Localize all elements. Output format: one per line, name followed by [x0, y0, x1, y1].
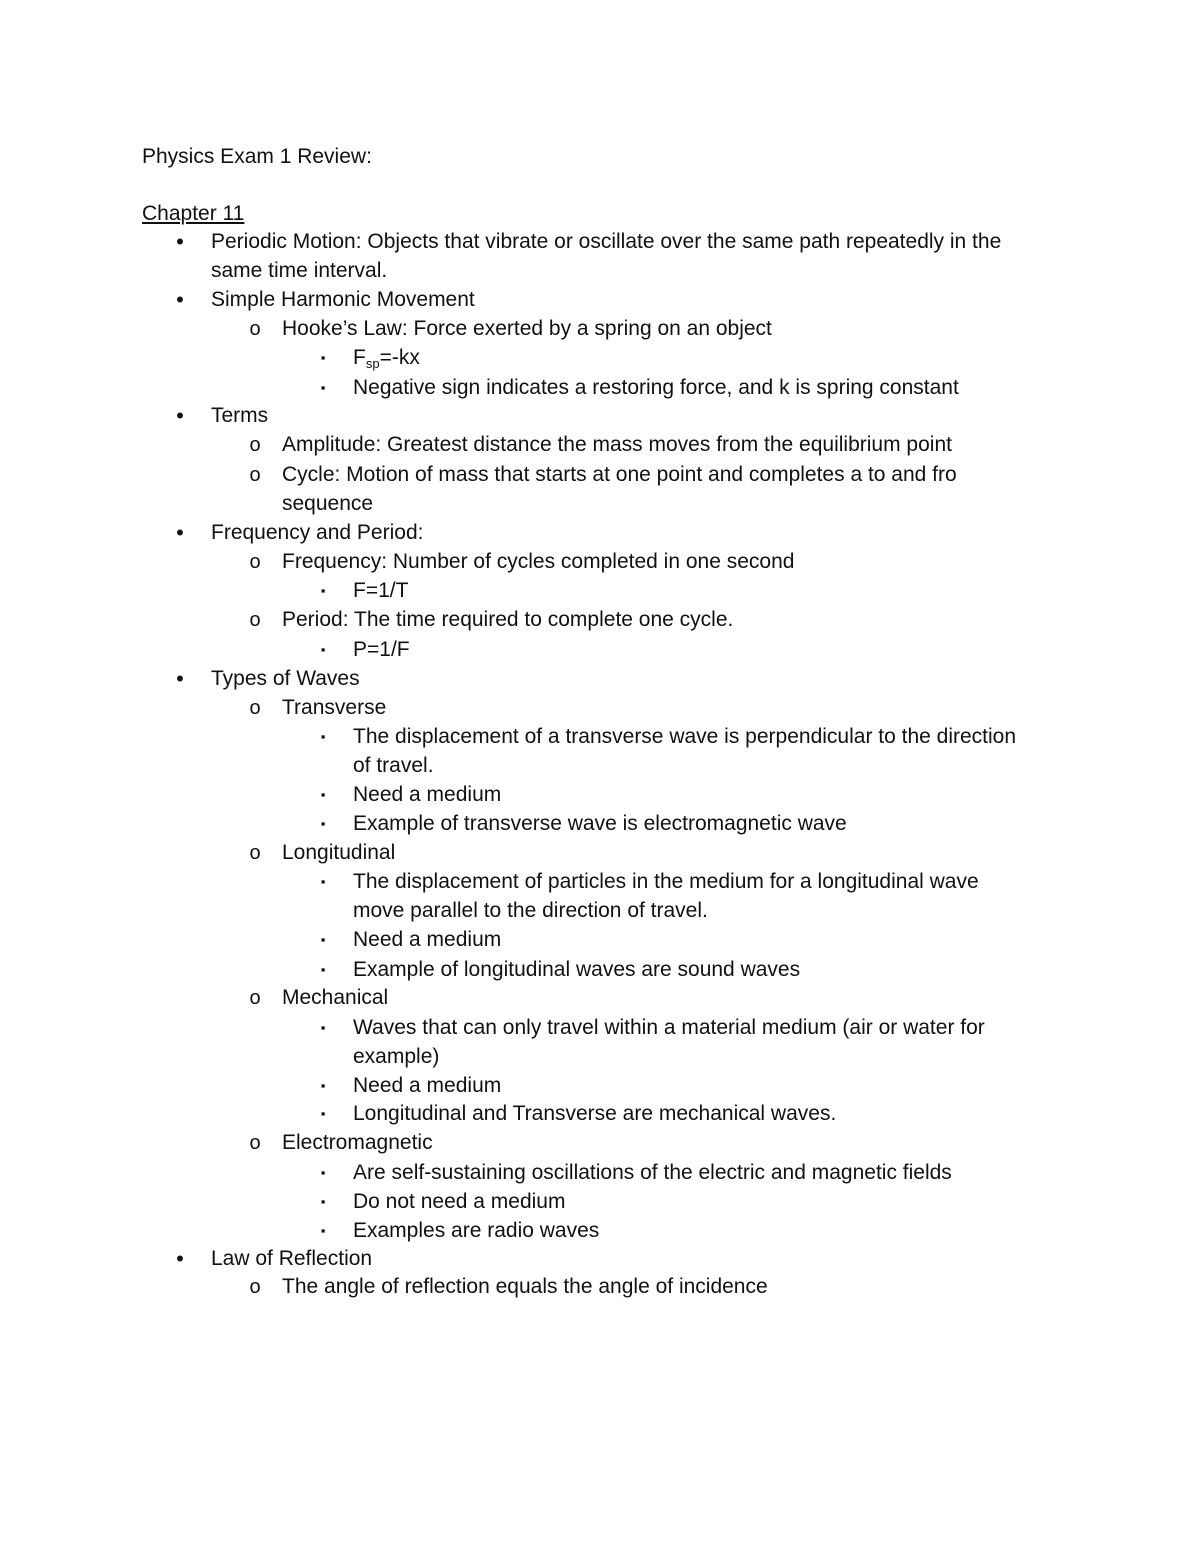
- list-item: F=1/T: [353, 579, 409, 602]
- bullet-level3: ▪: [320, 1020, 326, 1035]
- bullet-level1: •: [176, 520, 184, 545]
- list-item: Mechanical: [282, 986, 389, 1009]
- list-item: Are self-sustaining oscillations of the electric and magnetic fields: [353, 1161, 952, 1184]
- list-item: Simple Harmonic Movement: [211, 288, 475, 311]
- list-item: Example of transverse wave is electromagnetic wave: [353, 812, 847, 835]
- document-title: Physics Exam 1 Review:: [142, 145, 372, 168]
- bullet-level3: ▪: [320, 874, 326, 889]
- list-item: Types of Waves: [211, 667, 360, 690]
- formula-symbol: F: [353, 346, 366, 369]
- formula-rest: =-kx: [379, 346, 420, 369]
- bullet-level3: ▪: [320, 962, 326, 977]
- list-item: Hooke’s Law: Force exerted by a spring on an object: [282, 317, 772, 340]
- bullet-level3: ▪: [320, 642, 326, 657]
- bullet-level3: ▪: [320, 380, 326, 395]
- list-item: P=1/F: [353, 638, 410, 661]
- list-item: The displacement of particles in the medium for a longitudinal wave: [353, 870, 979, 893]
- hookes-formula: [353, 345, 420, 371]
- bullet-level3: ▪: [320, 787, 326, 802]
- list-item: Terms: [211, 404, 269, 427]
- list-item: Need a medium: [353, 783, 502, 806]
- chapter-heading: Chapter 11: [142, 202, 245, 225]
- bullet-level2: o: [249, 434, 261, 456]
- bullet-level2: o: [249, 1276, 261, 1298]
- bullet-level3: ▪: [320, 1223, 326, 1238]
- formula-subscript: sp: [365, 356, 380, 371]
- bullet-level2: o: [249, 609, 261, 631]
- list-item: Longitudinal and Transverse are mechanical waves.: [353, 1102, 837, 1125]
- bullet-level3: ▪: [320, 932, 326, 947]
- bullet-level2: o: [249, 464, 261, 486]
- bullet-level3: ▪: [320, 729, 326, 744]
- list-item: Need a medium: [353, 1074, 502, 1097]
- list-item: The angle of reflection equals the angle of incidence: [282, 1275, 768, 1298]
- list-item: Waves that can only travel within a material medium (air or water for: [353, 1016, 985, 1039]
- list-item-continuation: of travel.: [353, 754, 434, 777]
- bullet-level3: ▪: [320, 1078, 326, 1093]
- bullet-level2: o: [249, 987, 261, 1009]
- list-item: Longitudinal: [282, 841, 396, 864]
- list-item: Do not need a medium: [353, 1190, 566, 1213]
- list-item: Electromagnetic: [282, 1131, 433, 1154]
- bullet-level1: •: [176, 403, 184, 428]
- list-item: Frequency: Number of cycles completed in one second: [282, 550, 795, 573]
- list-item: Cycle: Motion of mass that starts at one point and completes a to and fro: [282, 463, 957, 486]
- list-item: Examples are radio waves: [353, 1219, 600, 1242]
- list-item-continuation: sequence: [282, 492, 374, 515]
- bullet-level2: o: [249, 697, 261, 719]
- bullet-level3: ▪: [320, 583, 326, 598]
- bullet-level1: •: [176, 229, 184, 254]
- list-item: Period: The time required to complete one cycle.: [282, 608, 734, 631]
- bullet-level3: ▪: [320, 816, 326, 831]
- list-item: Amplitude: Greatest distance the mass moves from the equilibrium point: [282, 433, 952, 456]
- bullet-level3: ▪: [320, 1106, 326, 1121]
- bullet-level1: •: [176, 287, 184, 312]
- list-item: Periodic Motion: Objects that vibrate or oscillate over the same path repeatedly in the: [211, 230, 1002, 253]
- list-item: The displacement of a transverse wave is perpendicular to the direction: [353, 725, 1017, 748]
- bullet-level2: o: [249, 551, 261, 573]
- list-item-continuation: example): [353, 1045, 440, 1068]
- bullet-level2: o: [249, 1132, 261, 1154]
- list-item: Law of Reflection: [211, 1247, 373, 1270]
- list-item-continuation: same time interval.: [211, 259, 388, 282]
- list-item: Negative sign indicates a restoring force, and k is spring constant: [353, 376, 959, 399]
- bullet-level1: •: [176, 1246, 184, 1271]
- list-item: Frequency and Period:: [211, 521, 424, 544]
- bullet-level1: •: [176, 666, 184, 691]
- bullet-level3: ▪: [320, 1194, 326, 1209]
- list-item: Transverse: [282, 696, 387, 719]
- bullet-level3: ▪: [320, 350, 326, 365]
- list-item-continuation: move parallel to the direction of travel.: [353, 899, 708, 922]
- bullet-level2: o: [249, 842, 261, 864]
- bullet-level2: o: [249, 318, 261, 340]
- list-item: Need a medium: [353, 928, 502, 951]
- bullet-level3: ▪: [320, 1165, 326, 1180]
- list-item: Example of longitudinal waves are sound waves: [353, 958, 801, 981]
